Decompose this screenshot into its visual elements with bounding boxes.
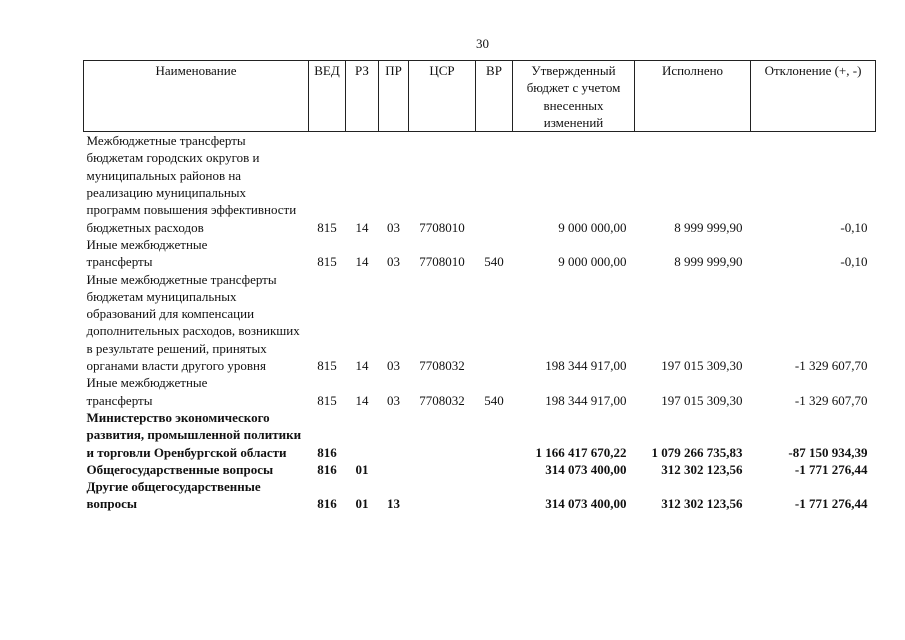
row-executed: 8 999 999,90 bbox=[674, 254, 743, 270]
row-csr bbox=[409, 478, 476, 513]
row-name bbox=[84, 409, 309, 461]
row-approved: 198 344 917,00 bbox=[545, 358, 627, 374]
table-header bbox=[84, 61, 876, 132]
row-vr bbox=[476, 271, 513, 375]
row-csr: 7708032 bbox=[419, 358, 465, 374]
table-row bbox=[84, 461, 876, 478]
row-rz: 01 bbox=[355, 461, 369, 477]
table-row bbox=[84, 409, 876, 461]
row-pr: 03 bbox=[387, 392, 400, 408]
row-deviation: -1 329 607,70 bbox=[794, 392, 868, 408]
row-pr: 13 bbox=[387, 496, 400, 512]
header-pr: ПР bbox=[379, 61, 409, 132]
row-vr: 540 bbox=[484, 392, 504, 408]
header-rz: РЗ bbox=[346, 61, 379, 132]
row-vr: 540 bbox=[484, 254, 504, 270]
row-executed: 1 079 266 735,83 bbox=[651, 444, 743, 460]
table-row bbox=[84, 478, 876, 513]
row-deviation: -1 771 276,44 bbox=[794, 496, 868, 512]
table-row bbox=[84, 374, 876, 409]
row-name bbox=[84, 132, 309, 236]
row-name-text: Министерство экономического развития, промышленной политики и торговли Оренбургской области bbox=[86, 409, 302, 460]
row-name-text: Общегосударственные вопросы bbox=[86, 461, 274, 477]
row-name-text: Иные межбюджетные трансферты бюджетам муниципальных образований для компенсации дополнительных расходов, возникших в результате решений, принятых органами власти другого уровня bbox=[86, 271, 300, 374]
row-rz bbox=[346, 409, 379, 461]
row-pr bbox=[379, 461, 409, 478]
row-name-text: Другие общегосударственные вопросы bbox=[86, 479, 261, 512]
row-name bbox=[84, 461, 309, 478]
header-csr: ЦСР bbox=[409, 61, 476, 132]
row-deviation: -1 329 607,70 bbox=[794, 358, 868, 374]
row-executed: 197 015 309,30 bbox=[661, 358, 743, 374]
row-pr: 03 bbox=[387, 219, 400, 235]
budget-table bbox=[83, 60, 876, 513]
row-approved: 198 344 917,00 bbox=[545, 392, 627, 408]
row-approved: 1 166 417 670,22 bbox=[535, 444, 627, 460]
row-approved: 9 000 000,00 bbox=[558, 219, 627, 235]
row-approved: 314 073 400,00 bbox=[545, 496, 627, 512]
row-deviation: -1 771 276,44 bbox=[794, 461, 868, 477]
table-row bbox=[84, 271, 876, 375]
row-name-text: Межбюджетные трансферты бюджетам городских округов и муниципальных районов на реализацию муниципальных программ повышения эффективности бюджетных расходов bbox=[86, 133, 297, 235]
row-deviation: -87 150 934,39 bbox=[788, 444, 868, 460]
row-executed: 197 015 309,30 bbox=[661, 392, 743, 408]
row-approved: 9 000 000,00 bbox=[558, 254, 627, 270]
row-vr bbox=[476, 132, 513, 236]
table-row bbox=[84, 132, 876, 236]
row-deviation: -0,10 bbox=[840, 254, 868, 270]
row-name-text: Иные межбюджетные трансферты bbox=[86, 375, 208, 408]
row-executed: 8 999 999,90 bbox=[674, 219, 743, 235]
row-vr bbox=[476, 409, 513, 461]
row-deviation: -0,10 bbox=[840, 219, 868, 235]
row-csr: 7708010 bbox=[419, 254, 465, 270]
row-rz: 14 bbox=[355, 358, 369, 374]
row-ved: 815 bbox=[317, 392, 337, 408]
header-approved: Утвержденный бюджет с учетом внесенных изменений bbox=[513, 61, 635, 132]
row-pr: 03 bbox=[387, 254, 400, 270]
row-name bbox=[84, 478, 309, 513]
header-deviation: Отклонение (+, -) bbox=[751, 61, 876, 132]
row-approved: 314 073 400,00 bbox=[545, 461, 627, 477]
row-name bbox=[84, 374, 309, 409]
row-ved: 816 bbox=[317, 496, 337, 512]
table-body bbox=[84, 132, 876, 513]
row-name-text: Иные межбюджетные трансферты bbox=[86, 236, 208, 270]
row-ved: 816 bbox=[317, 461, 337, 477]
row-csr bbox=[409, 461, 476, 478]
row-pr: 03 bbox=[387, 358, 400, 374]
row-csr bbox=[409, 409, 476, 461]
row-pr bbox=[379, 409, 409, 461]
row-vr bbox=[476, 461, 513, 478]
row-ved: 816 bbox=[317, 444, 337, 460]
row-ved: 815 bbox=[317, 358, 337, 374]
header-name: Наименование bbox=[84, 61, 309, 132]
header-executed: Исполнено bbox=[635, 61, 751, 132]
row-rz: 14 bbox=[355, 392, 369, 408]
row-csr: 7708032 bbox=[419, 392, 465, 408]
header-ved: ВЕД bbox=[309, 61, 346, 132]
row-vr bbox=[476, 478, 513, 513]
row-ved: 815 bbox=[317, 254, 337, 270]
row-executed: 312 302 123,56 bbox=[661, 496, 743, 512]
page-number: 30 bbox=[476, 36, 489, 51]
row-csr: 7708010 bbox=[419, 219, 465, 235]
row-rz: 01 bbox=[355, 496, 369, 512]
row-rz: 14 bbox=[355, 219, 369, 235]
header-vr: ВР bbox=[476, 61, 513, 132]
row-rz: 14 bbox=[355, 254, 369, 270]
row-name bbox=[84, 236, 309, 271]
table-row bbox=[84, 236, 876, 271]
row-name bbox=[84, 271, 309, 375]
row-ved: 815 bbox=[317, 219, 337, 235]
row-executed: 312 302 123,56 bbox=[661, 461, 743, 477]
